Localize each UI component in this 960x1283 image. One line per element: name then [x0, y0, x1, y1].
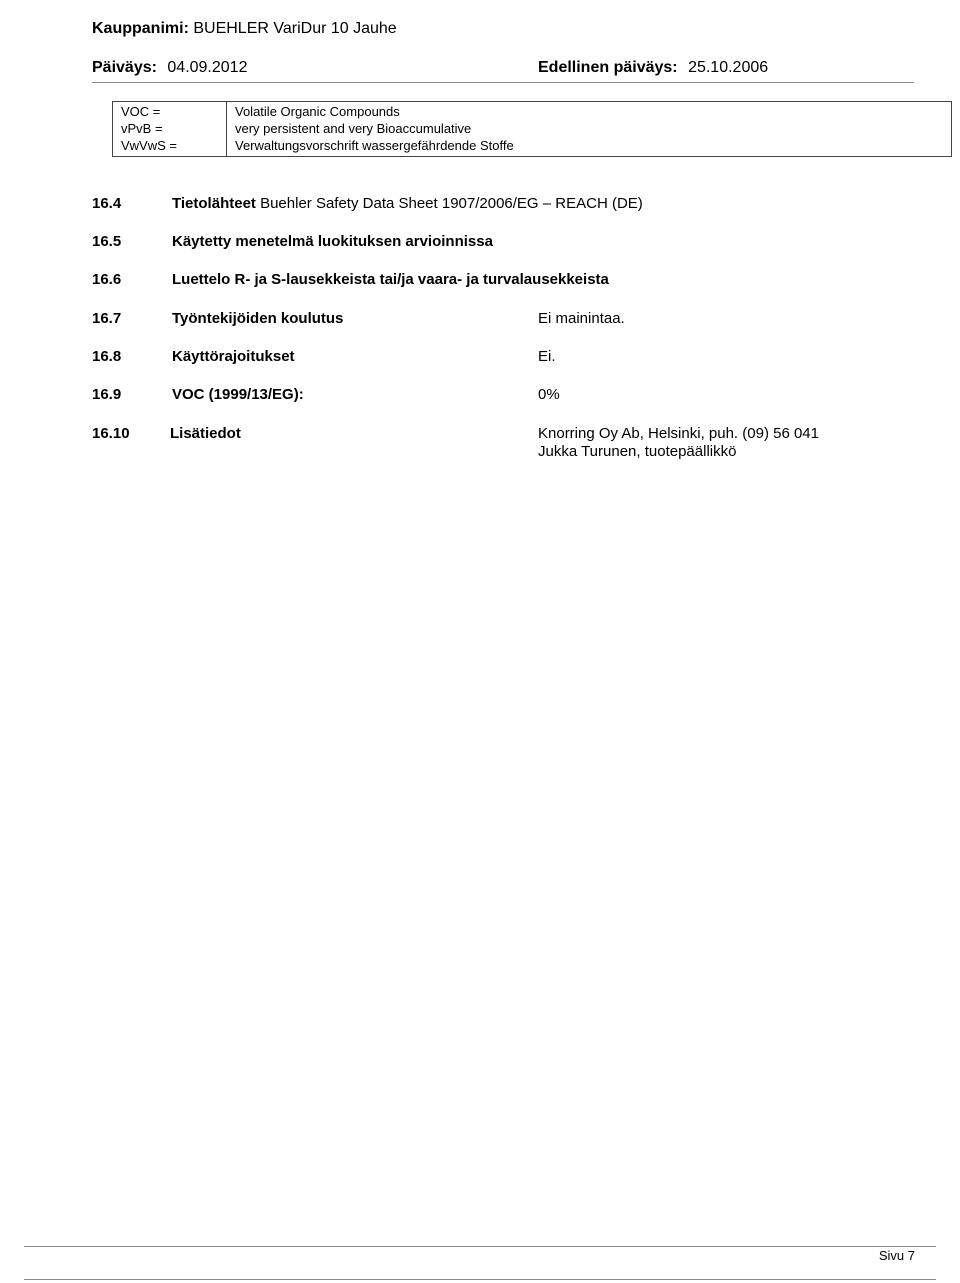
- section-number: 16.9: [92, 386, 122, 403]
- abbreviation-key: vPvB =: [121, 121, 163, 136]
- section-16-4: [172, 195, 643, 212]
- abbreviations-table: [112, 101, 952, 157]
- section-number: 16.5: [92, 233, 122, 250]
- table-row: [113, 102, 952, 157]
- header-divider: [92, 82, 914, 83]
- product-name-line: [92, 20, 397, 38]
- section-number: 16.10: [92, 425, 130, 442]
- page-number: Sivu 7: [878, 1248, 915, 1263]
- section-value: Buehler Safety Data Sheet 1907/2006/EG – REACH (DE): [260, 195, 643, 212]
- date-value: 04.09.2012: [167, 59, 248, 76]
- previous-date-line: [538, 59, 768, 77]
- footer-bottom-line: [24, 1279, 936, 1280]
- section-number: 16.8: [92, 348, 122, 365]
- abbreviation-key: VwVwS =: [121, 138, 177, 153]
- abbreviation-key: VOC =: [121, 104, 161, 119]
- section-label: Lisätiedot: [170, 425, 241, 442]
- date-line: [92, 59, 247, 77]
- section-label: Luettelo R- ja S-lausekkeista tai/ja vaara- ja turvalausekkeista: [172, 271, 609, 288]
- date-label: Päiväys:: [92, 59, 157, 76]
- product-label: Kauppanimi:: [92, 20, 189, 37]
- abbreviation-value: Verwaltungsvorschrift wassergefährdende Stoffe: [235, 138, 514, 153]
- section-number: 16.7: [92, 310, 122, 327]
- section-value: Ei mainintaa.: [538, 310, 625, 327]
- section-label: VOC (1999/13/EG):: [172, 386, 304, 403]
- section-number: 16.4: [92, 195, 122, 212]
- section-value: Jukka Turunen, tuotepäällikkö: [538, 443, 737, 460]
- section-label: Käyttörajoitukset: [172, 348, 295, 365]
- footer-divider: [24, 1246, 936, 1247]
- abbreviations-keys-cell: [113, 102, 227, 157]
- section-value: Ei.: [538, 348, 556, 365]
- abbreviation-value: Volatile Organic Compounds: [235, 104, 400, 119]
- previous-date-value: 25.10.2006: [688, 59, 769, 76]
- section-label: Käytetty menetelmä luokituksen arvioinnissa: [172, 233, 493, 250]
- previous-date-label: Edellinen päiväys:: [538, 59, 678, 76]
- abbreviations-values-cell: [227, 102, 952, 157]
- section-number: 16.6: [92, 271, 122, 288]
- section-value: 0%: [538, 386, 560, 403]
- section-value: Knorring Oy Ab, Helsinki, puh. (09) 56 041: [538, 425, 819, 442]
- abbreviation-value: very persistent and very Bioaccumulative: [235, 121, 472, 136]
- product-value: BUEHLER VariDur 10 Jauhe: [193, 20, 397, 37]
- section-label: Työntekijöiden koulutus: [172, 310, 344, 327]
- section-label: Tietolähteet: [172, 195, 256, 212]
